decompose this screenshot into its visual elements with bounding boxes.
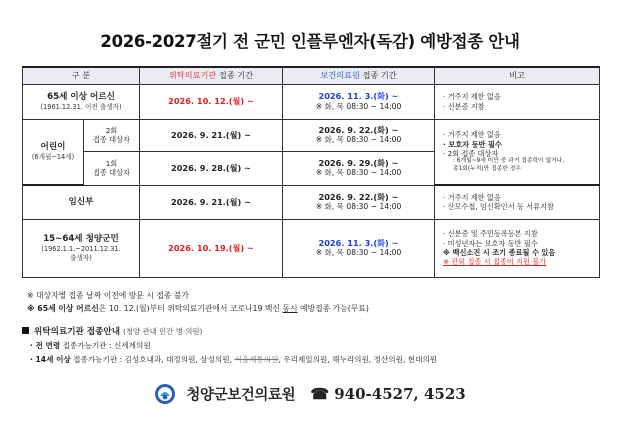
pregnant-label: 임신부 (68, 196, 94, 207)
table-row-senior (23, 84, 600, 119)
children-notes (435, 119, 600, 185)
senior-sub: (1961.12.31. 이전 출생자) (40, 102, 122, 111)
over14-label: · 14세 이상 (30, 355, 71, 364)
pregnant-consign-cell (140, 185, 283, 219)
pregnant-health-date: 2026. 9. 22.(화) ~ (318, 191, 399, 202)
residents-notes (435, 219, 600, 277)
residents-health-date: 2026. 11. 3.(화) ~ (318, 237, 399, 248)
footer (0, 383, 620, 409)
children-2dose-health-cell (283, 119, 435, 151)
children-2dose-target: 접종 대상자 (93, 135, 131, 144)
header-health-center (283, 67, 435, 84)
footer-phone: ☎ 940-4527, 4523 (310, 385, 466, 403)
county-emblem-icon (154, 383, 176, 405)
institutions-all-ages (30, 340, 151, 351)
page-title: 2026-2027절기 전 군민 인플루엔자(독감) 예방접종 안내 (100, 32, 520, 51)
table-header-row (23, 67, 600, 84)
children-1dose-target: 접종 대상자 (93, 168, 131, 177)
pregnant-note: · 거주지 제한 없음 (443, 192, 501, 202)
children-2dose-health-date: 2026. 9. 22.(화) ~ (318, 124, 399, 135)
header-health-period: 접종 기간 (359, 70, 397, 81)
table-row-children-2dose (23, 119, 600, 151)
square-bullet-icon (22, 327, 29, 334)
residents-note: · 신분증 및 주민등록등본 지참 (443, 229, 538, 239)
senior-health-hours: ※ 화, 목 08:30 ~ 14:00 (315, 101, 402, 111)
residents-note: · 미성년자는 보호자 동반 필수 (443, 238, 538, 248)
pregnant-health-cell (283, 185, 435, 219)
section-heading (22, 325, 202, 337)
footnote-senior-emphasis: 동시 (282, 304, 298, 313)
institutions-over14 (30, 354, 437, 365)
pregnant-consign-date: 2026. 9. 21.(월) ~ (171, 196, 252, 207)
all-ages-value: 접종가능기관 : 신세계의원 (60, 341, 151, 350)
senior-health-cell (283, 84, 435, 119)
children-1dose-consign-date: 2026. 9. 28.(월) ~ (171, 162, 252, 173)
residents-note: ※ 백신소진 시 조기 종료될 수 있음 (443, 248, 556, 257)
footer-org-name: 청양군보건의료원 (186, 386, 296, 404)
header-category: 구 분 (23, 67, 140, 84)
senior-notes (435, 84, 600, 119)
children-2dose-count: 2회 (105, 125, 118, 135)
residents-health-hours: ※ 화, 목 08:30 ~ 14:00 (315, 248, 402, 258)
header-consign (140, 67, 283, 84)
footnote-senior (27, 303, 369, 314)
header-consign-period: 접종 기간 (216, 70, 254, 81)
residents-consign-date: 2026. 10. 19.(월) ~ (168, 242, 254, 253)
over14-closed-clinic: 서울제통의원 (234, 355, 279, 364)
children-1dose-health-date: 2026. 9. 29.(화) ~ (318, 157, 399, 168)
children-1dose-label (84, 151, 140, 185)
over14-value-rest: , 우리제일의원, 해누리의원, 정산의원, 현대의원 (278, 355, 438, 364)
table-row-residents (23, 219, 600, 277)
section-note: (청양 관내 민간 병·의원) (123, 327, 203, 336)
children-1dose-consign-cell (140, 151, 283, 185)
header-remarks: 비고 (435, 67, 600, 84)
senior-category (23, 84, 140, 119)
residents-sub: 출생자) (70, 253, 92, 262)
pregnant-category (23, 185, 140, 219)
over14-value: 접종가능기관 : 김성호내과, 대정의원, 삼성의원, (70, 355, 235, 364)
senior-note: · 신분증 지참 (443, 101, 485, 111)
footnote-senior-text: 은 10. 12.(월)부터 위탁의료기관에서 코로나19 백신 (98, 304, 283, 313)
pregnant-note: · 산모수첩, 임신확인서 등 서류지참 (443, 202, 554, 212)
children-1dose-health-hours: ※ 화, 목 08:30 ~ 14:00 (315, 168, 402, 178)
residents-note: ※ 관외 접종 시 접종비 지원 불가 (443, 257, 547, 267)
footnote-visit: ※ 대상자별 접종 날짜 이전에 방문 시 접종 불가 (27, 291, 189, 300)
children-note: · 2회 접종 대상자 (443, 148, 499, 158)
children-2dose-health-hours: ※ 화, 목 08:30 ~ 14:00 (315, 135, 402, 145)
children-note: 총1회(누적)만 접종한 경우 (453, 165, 521, 172)
senior-consign-cell (140, 84, 283, 119)
section-title: 위탁의료기관 접종안내 (34, 327, 121, 337)
table-row-pregnant (23, 185, 600, 219)
footnote-senior-lead: ※ 65세 이상 어르신 (27, 304, 99, 313)
pregnant-notes (435, 185, 600, 219)
schedule-table (22, 66, 600, 278)
residents-label: 15~64세 청양군민 (43, 233, 119, 244)
children-label: 어린이 (40, 141, 66, 152)
children-2dose-consign-date: 2026. 9. 21.(월) ~ (171, 129, 252, 140)
children-category (23, 119, 84, 185)
all-ages-label: · 전 연령 (30, 341, 61, 350)
children-note: · 거주지 제한 없음 (443, 130, 501, 140)
residents-sub: (1962.1.1.~2011.12.31. (41, 245, 121, 254)
residents-health-cell (283, 219, 435, 277)
children-1dose-health-cell (283, 151, 435, 185)
header-consign-label: 위탁의료기관 (168, 70, 217, 81)
children-2dose-label (84, 119, 140, 151)
senior-health-date: 2026. 11. 3.(화) ~ (318, 91, 399, 102)
senior-note: · 거주지 제한 없음 (443, 92, 501, 102)
senior-label: 65세 이상 어르신 (47, 91, 115, 102)
residents-category (23, 219, 140, 277)
children-2dose-consign-cell (140, 119, 283, 151)
header-health-label: 보건의료원 (320, 70, 360, 81)
children-sub: (6개월~14세) (31, 153, 75, 162)
children-note: · 보호자 동반 필수 (443, 139, 502, 149)
children-note: : 6개월~9세 미만 중 과거 접종력이 없거나, (453, 158, 565, 165)
pregnant-health-hours: ※ 화, 목 08:30 ~ 14:00 (315, 202, 402, 212)
footnote-senior-tail: 예방접종 가능(무료) (297, 304, 369, 313)
senior-consign-date: 2026. 10. 12.(월) ~ (168, 96, 254, 107)
residents-consign-cell (140, 219, 283, 277)
children-1dose-count: 1회 (105, 158, 118, 168)
